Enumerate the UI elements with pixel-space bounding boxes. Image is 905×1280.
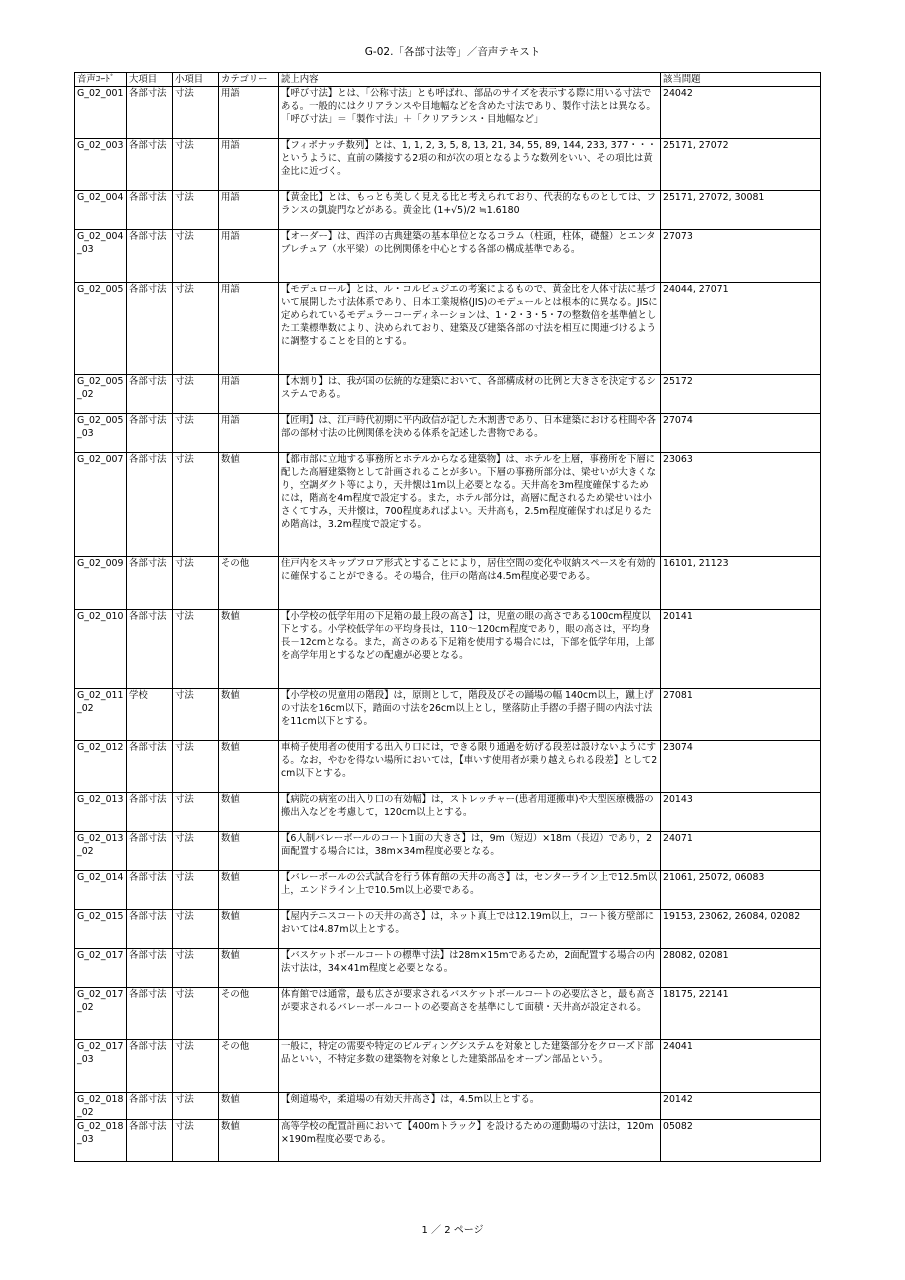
header-refs: 該当問題 <box>661 73 821 87</box>
table-row <box>75 453 821 557</box>
table-row <box>75 191 821 230</box>
cell-code: G_02_015 <box>75 910 127 949</box>
cell-text: 【オーダー】は、西洋の古典建築の基本単位となるコラム（柱頭，柱体，礎盤）とエンタブレチュア（水平梁）の比例関係を中心とする各部の構成基準である。 <box>279 230 661 283</box>
cell-code: G_02_010 <box>75 610 127 689</box>
cell-category: 用語 <box>219 139 279 191</box>
cell-category: 数値 <box>219 1093 279 1120</box>
cell-text: 【バスケットボールコートの標準寸法】は28m×15mであるため，2面配置する場合の内法寸法は，34×41m程度と必要となる。 <box>279 949 661 988</box>
cell-code: G_02_011_02 <box>75 689 127 741</box>
cell-code: G_02_005_03 <box>75 414 127 453</box>
cell-refs: 24042 <box>661 87 821 139</box>
cell-text: 【小学校の低学年用の下足箱の最上段の高さ】は，児童の眼の高さである100cm程度以下とする。小学校低学年の平均身長は，110～120cm程度であり，眼の高さは，平均身長－12cmとなる。また，高さのある下足箱を使用する場合には，下部を低学年用，上部を高学年用とするなどの配慮が必要となる。 <box>279 610 661 689</box>
cell-minor: 寸法 <box>173 453 219 557</box>
cell-minor: 寸法 <box>173 689 219 741</box>
cell-refs: 27073 <box>661 230 821 283</box>
cell-text: 住戸内をスキップフロア形式とすることにより，居住空間の変化や収納スペースを有効的に確保することができる。その場合，住戸の階高は4.5m程度必要である。 <box>279 557 661 610</box>
cell-minor: 寸法 <box>173 375 219 414</box>
cell-text: 体育館では通常，最も広さが要求されるバスケットボールコートの必要広さと，最も高さが要求されるバレーボールコートの必要高さを基準にして面積・天井高が設定される。 <box>279 988 661 1040</box>
table-row <box>75 375 821 414</box>
cell-refs: 16101, 21123 <box>661 557 821 610</box>
cell-category: 数値 <box>219 910 279 949</box>
table-row <box>75 230 821 283</box>
cell-refs: 23074 <box>661 741 821 793</box>
cell-refs: 27074 <box>661 414 821 453</box>
table-row <box>75 793 821 832</box>
cell-code: G_02_017 <box>75 949 127 988</box>
table-row <box>75 988 821 1040</box>
cell-refs: 27081 <box>661 689 821 741</box>
cell-refs: 19153, 23062, 26084, 02082 <box>661 910 821 949</box>
table-row <box>75 741 821 793</box>
cell-category: その他 <box>219 1040 279 1093</box>
cell-major: 各部寸法 <box>127 793 173 832</box>
cell-category: 数値 <box>219 871 279 910</box>
cell-code: G_02_007 <box>75 453 127 557</box>
cell-minor: 寸法 <box>173 557 219 610</box>
table-row <box>75 871 821 910</box>
cell-text: 【フィボナッチ数列】とは、1, 1, 2, 3, 5, 8, 13, 21, 34, 55, 89, 144, 233, 377・・・というように、直前の隣接する2項の和が次の項となるような数列をいい、その項比は黄金比に近づく。 <box>279 139 661 191</box>
header-category: カテゴリー <box>219 73 279 87</box>
cell-category: 数値 <box>219 1120 279 1162</box>
cell-code: G_02_003 <box>75 139 127 191</box>
cell-category: 用語 <box>219 191 279 230</box>
cell-category: 数値 <box>219 793 279 832</box>
cell-refs: 24044, 27071 <box>661 283 821 375</box>
cell-refs: 20143 <box>661 793 821 832</box>
cell-minor: 寸法 <box>173 230 219 283</box>
cell-code: G_02_004 <box>75 191 127 230</box>
table-row <box>75 610 821 689</box>
cell-refs: 25171, 27072 <box>661 139 821 191</box>
cell-minor: 寸法 <box>173 871 219 910</box>
table-row <box>75 139 821 191</box>
cell-major: 各部寸法 <box>127 283 173 375</box>
cell-minor: 寸法 <box>173 741 219 793</box>
header-text: 読上内容 <box>279 73 661 87</box>
cell-text: 【黄金比】とは、もっとも美しく見える比と考えられており、代表的なものとしては、フランスの凱旋門などがある。黄金比 (1+√5)/2 ≒1.6180 <box>279 191 661 230</box>
cell-category: 数値 <box>219 689 279 741</box>
cell-major: 各部寸法 <box>127 610 173 689</box>
table-row <box>75 689 821 741</box>
table-row <box>75 87 821 139</box>
table-row <box>75 910 821 949</box>
cell-text: 【木割り】は、我が国の伝統的な建築において、各部構成材の比例と大きさを決定するシステムである。 <box>279 375 661 414</box>
cell-major: 各部寸法 <box>127 741 173 793</box>
cell-text: 一般に，特定の需要や特定のビルディングシステムを対象とした建築部分をクローズド部品といい，不特定多数の建築物を対象とした建築部品をオープン部品という。 <box>279 1040 661 1093</box>
cell-minor: 寸法 <box>173 1093 219 1120</box>
header-minor: 小項目 <box>173 73 219 87</box>
cell-refs: 23063 <box>661 453 821 557</box>
cell-category: 用語 <box>219 375 279 414</box>
cell-code: G_02_001 <box>75 87 127 139</box>
cell-major: 各部寸法 <box>127 453 173 557</box>
cell-text: 車椅子使用者の使用する出入り口には，できる限り通過を妨げる段差は設けないようにする。なお，やむを得ない場所においては，【車いす使用者が乗り越えられる段差】として2cm以下とする。 <box>279 741 661 793</box>
table-row <box>75 1040 821 1093</box>
cell-minor: 寸法 <box>173 139 219 191</box>
cell-text: 高等学校の配置計画において【400mトラック】を設けるための運動場の寸法は，120m×190m程度必要である。 <box>279 1120 661 1162</box>
cell-code: G_02_004_03 <box>75 230 127 283</box>
table-header-row <box>75 73 821 87</box>
cell-category: 用語 <box>219 414 279 453</box>
cell-refs: 25171, 27072, 30081 <box>661 191 821 230</box>
cell-major: 各部寸法 <box>127 988 173 1040</box>
cell-minor: 寸法 <box>173 793 219 832</box>
cell-minor: 寸法 <box>173 1120 219 1162</box>
cell-text: 【病院の病室の出入り口の有効幅】は，ストレッチャー(患者用運搬車)や大型医療機器の搬出入などを考慮して，120cm以上とする。 <box>279 793 661 832</box>
cell-text: 【剣道場や，柔道場の有効天井高さ】は，4.5m以上とする。 <box>279 1093 661 1120</box>
cell-minor: 寸法 <box>173 87 219 139</box>
cell-major: 各部寸法 <box>127 871 173 910</box>
cell-major: 学校 <box>127 689 173 741</box>
cell-category: 数値 <box>219 832 279 871</box>
cell-refs: 20142 <box>661 1093 821 1120</box>
cell-category: 数値 <box>219 610 279 689</box>
cell-minor: 寸法 <box>173 910 219 949</box>
cell-text: 【モデュロール】とは、ル・コルビュジエの考案によるもので、黄金比を人体寸法に基づいて展開した寸法体系であり、日本工業規格(JIS)のモデュールとは根本的に異なる。JISに定められているモデュラーコーディネーションは、1・2・3・5・7の整数倍を基準値とした工業標準数により、決められており、建築及び建築各部の寸法を相互に関連づけるように調整することを目的とする。 <box>279 283 661 375</box>
cell-text: 【匠明】は、江戸時代初期に平内政信が記した木割書であり、日本建築における柱間や各部の部材寸法の比例関係を決める体系を記述した書物である。 <box>279 414 661 453</box>
cell-code: G_02_009 <box>75 557 127 610</box>
cell-refs: 28082, 02081 <box>661 949 821 988</box>
cell-major: 各部寸法 <box>127 949 173 988</box>
cell-code: G_02_017_03 <box>75 1040 127 1093</box>
cell-refs: 24071 <box>661 832 821 871</box>
cell-minor: 寸法 <box>173 949 219 988</box>
cell-minor: 寸法 <box>173 283 219 375</box>
cell-refs: 05082 <box>661 1120 821 1162</box>
table-row <box>75 832 821 871</box>
cell-category: 数値 <box>219 741 279 793</box>
table-row <box>75 1120 821 1162</box>
cell-category: 数値 <box>219 949 279 988</box>
cell-code: G_02_005 <box>75 283 127 375</box>
cell-category: その他 <box>219 988 279 1040</box>
cell-major: 各部寸法 <box>127 414 173 453</box>
cell-minor: 寸法 <box>173 988 219 1040</box>
cell-major: 各部寸法 <box>127 910 173 949</box>
table-row <box>75 414 821 453</box>
table-row <box>75 283 821 375</box>
cell-code: G_02_017_02 <box>75 988 127 1040</box>
page-title: G-02.「各部寸法等」／音声テキスト <box>364 46 541 58</box>
cell-code: G_02_018_02 <box>75 1093 127 1120</box>
cell-code: G_02_014 <box>75 871 127 910</box>
cell-category: 用語 <box>219 230 279 283</box>
cell-major: 各部寸法 <box>127 87 173 139</box>
cell-text: 【屋内テニスコートの天井の高さ】は，ネット真上では12.19m以上，コート後方壁部においては4.87m以上とする。 <box>279 910 661 949</box>
cell-major: 各部寸法 <box>127 230 173 283</box>
cell-minor: 寸法 <box>173 191 219 230</box>
header-major: 大項目 <box>127 73 173 87</box>
cell-text: 【呼び寸法】とは、「公称寸法」とも呼ばれ、部品のサイズを表示する際に用いる寸法である。一般的にはクリアランスや目地幅などを含めた寸法であり、製作寸法とは異なる。「呼び寸法」＝「製作寸法」＋「クリアランス・目地幅など」 <box>279 87 661 139</box>
cell-major: 各部寸法 <box>127 557 173 610</box>
cell-major: 各部寸法 <box>127 1040 173 1093</box>
cell-minor: 寸法 <box>173 1040 219 1093</box>
table-row <box>75 557 821 610</box>
cell-refs: 24041 <box>661 1040 821 1093</box>
cell-code: G_02_012 <box>75 741 127 793</box>
cell-minor: 寸法 <box>173 832 219 871</box>
cell-code: G_02_018_03 <box>75 1120 127 1162</box>
cell-code: G_02_013 <box>75 793 127 832</box>
table-row <box>75 949 821 988</box>
cell-major: 各部寸法 <box>127 1093 173 1120</box>
cell-major: 各部寸法 <box>127 191 173 230</box>
cell-major: 各部寸法 <box>127 375 173 414</box>
cell-minor: 寸法 <box>173 610 219 689</box>
content-table <box>74 72 821 1162</box>
cell-code: G_02_013_02 <box>75 832 127 871</box>
cell-category: その他 <box>219 557 279 610</box>
header-code: 音声ｺｰﾄﾞ <box>75 73 127 87</box>
cell-category: 数値 <box>219 453 279 557</box>
cell-text: 【小学校の児童用の階段】は，原則として，階段及びその踊場の幅 140cm以上，蹴上げの寸法を16cm以下，踏面の寸法を26cm以上とし，墜落防止手摺の手摺子間の内法寸法を11cm以下とする。 <box>279 689 661 741</box>
table-row <box>75 1093 821 1120</box>
cell-category: 用語 <box>219 87 279 139</box>
cell-refs: 21061, 25072, 06083 <box>661 871 821 910</box>
cell-code: G_02_005_02 <box>75 375 127 414</box>
cell-refs: 25172 <box>661 375 821 414</box>
cell-refs: 18175, 22141 <box>661 988 821 1040</box>
cell-major: 各部寸法 <box>127 1120 173 1162</box>
cell-major: 各部寸法 <box>127 139 173 191</box>
cell-text: 【6人制バレーボールのコート1面の大きさ】は，9m（短辺）×18m（長辺）であり，2面配置する場合には，38m×34m程度必要となる。 <box>279 832 661 871</box>
cell-refs: 20141 <box>661 610 821 689</box>
cell-minor: 寸法 <box>173 414 219 453</box>
cell-text: 【バレーボールの公式試合を行う体育館の天井の高さ】は，センターライン上で12.5m以上，エンドライン上で10.5m以上必要である。 <box>279 871 661 910</box>
cell-major: 各部寸法 <box>127 832 173 871</box>
page-footer: 1 ／ 2 ページ <box>421 1225 484 1236</box>
cell-text: 【都市部に立地する事務所とホテルからなる建築物】は、ホテルを上層，事務所を下層に配した高層建築物として計画されることが多い。下層の事務所部分は、梁せいが大きくなり，空調ダクト等により，天井懐は1m以上必要となる。天井高を3m程度確保するためには，階高を4m程度で設定する。また，ホテル部分は，高層に配されるため梁せいは小さくてすみ，天井懐は，700程度あればよい。天井高も，2.5m程度確保すれば足りるため階高は，3.2m程度で設定する。 <box>279 453 661 557</box>
cell-category: 用語 <box>219 283 279 375</box>
